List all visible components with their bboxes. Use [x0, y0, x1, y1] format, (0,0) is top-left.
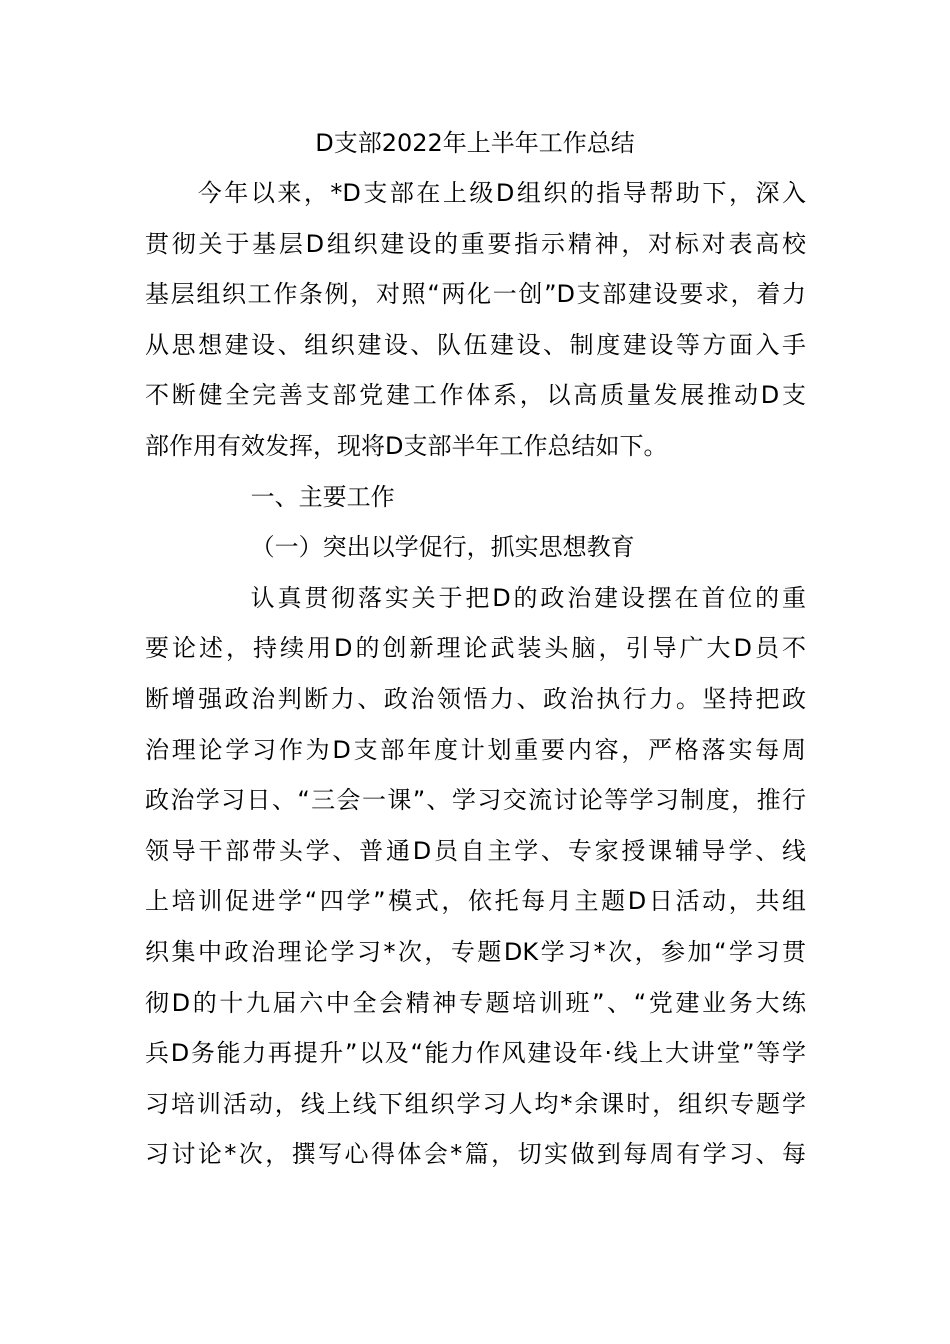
paragraph-line: 要论述，持续用D的创新理论武装头脑，引导广大D员不	[145, 634, 806, 663]
paragraph-line: 部作用有效发挥，现将D支部半年工作总结如下。	[145, 432, 668, 460]
paragraph-line: 领导干部带头学、普通D员自主学、专家授课辅导学、线	[145, 836, 806, 865]
section-heading: 一、主要工作	[250, 482, 395, 511]
paragraph-line: 习讨论*次，撰写心得体会*篇，切实做到每周有学习、每	[145, 1140, 806, 1169]
paragraph-line: 认真贯彻落实关于把D的政治建设摆在首位的重	[250, 583, 806, 612]
paragraph-line: 断增强政治判断力、政治领悟力、政治执行力。坚持把政	[145, 685, 806, 713]
paragraph-line: 彻D的十九届六中全会精神专题培训班”、“党建业务大练	[145, 988, 806, 1017]
paragraph-line: 贯彻关于基层D组织建设的重要指示精神，对标对表高校	[145, 229, 806, 258]
section-heading: （一）突出以学促行，抓实思想教育	[250, 533, 635, 562]
paragraph-line: 上培训促进学“四学”模式，依托每月主题D日活动，共组	[145, 887, 806, 916]
paragraph-line: 政治学习日、“三会一课”、学习交流讨论等学习制度，推行	[145, 786, 806, 815]
document-title: D支部2022年上半年工作总结	[315, 129, 635, 157]
paragraph-line: 治理论学习作为D支部年度计划重要内容，严格落实每周	[145, 735, 806, 764]
paragraph-line: 不断健全完善支部党建工作体系，以高质量发展推动D支	[145, 381, 806, 410]
paragraph-line: 从思想建设、组织建设、队伍建设、制度建设等方面入手	[145, 330, 806, 359]
paragraph-line: 今年以来，*D支部在上级D组织的指导帮助下，深入	[197, 179, 806, 207]
paragraph-line: 基层组织工作条例，对照“两化一创”D支部建设要求，着力	[145, 280, 806, 309]
paragraph-line: 织集中政治理论学习*次，专题DK学习*次，参加“学习贯	[145, 938, 806, 966]
paragraph-line: 习培训活动，线上线下组织学习人均*余课时，组织专题学	[145, 1089, 806, 1118]
paragraph-line: 兵D务能力再提升”以及“能力作风建设年·线上大讲堂”等学	[145, 1039, 806, 1068]
